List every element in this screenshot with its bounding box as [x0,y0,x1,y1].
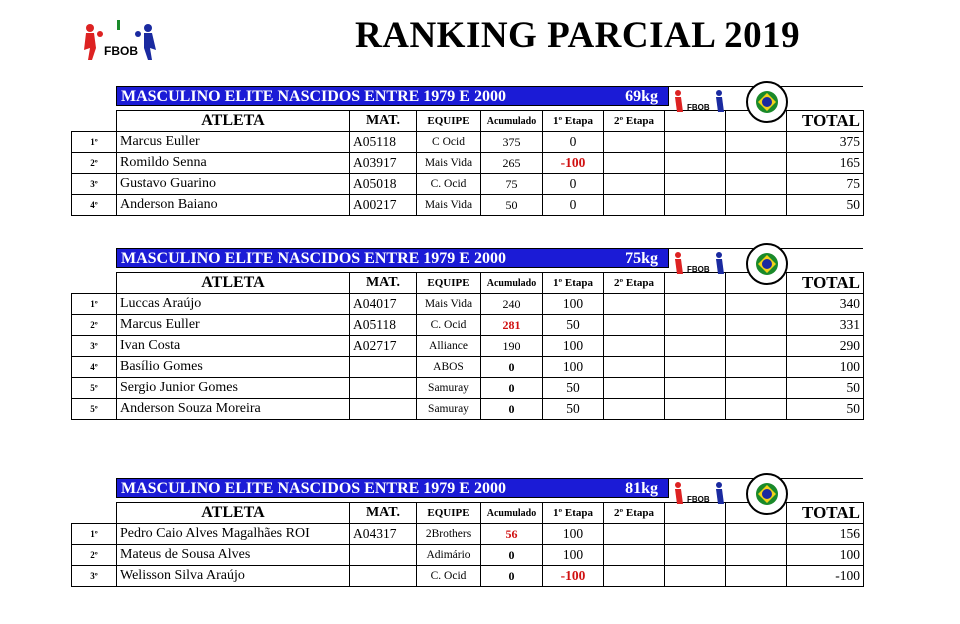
page-title: RANKING PARCIAL 2019 [355,15,801,56]
registration-number: A05118 [350,132,417,153]
header-team: EQUIPE [417,111,481,132]
rank-position: 1º [72,294,117,315]
stage2-points [604,357,665,378]
category-banner-bar [116,248,669,268]
table-row [72,378,864,399]
table-row [72,357,864,378]
ranking-section-81kg [71,476,863,587]
registration-number [350,566,417,587]
total-points: 165 [787,153,864,174]
fbob-small-icon [669,84,729,124]
empty-cell [665,357,726,378]
stage1-points: 0 [543,132,604,153]
empty-cell [726,153,787,174]
rank-position: 2º [72,153,117,174]
table-row [72,153,864,174]
header-logos [669,472,799,516]
total-points: 340 [787,294,864,315]
category-banner [71,84,863,110]
empty-cell [726,545,787,566]
category-title: MASCULINO ELITE NASCIDOS ENTRE 1979 E 2000 [121,88,506,105]
stage2-points [604,545,665,566]
team-name: C. Ocid [417,174,481,195]
registration-number: A05018 [350,174,417,195]
rank-position: 1º [72,132,117,153]
stage2-points [604,294,665,315]
header-athlete: ATLETA [117,111,350,132]
header-logos [669,80,799,124]
team-name: 2Brothers [417,524,481,545]
rank-position: 3º [72,566,117,587]
stage2-points [604,153,665,174]
team-name: Alliance [417,336,481,357]
ranking-section-69kg [71,84,863,216]
category-title: MASCULINO ELITE NASCIDOS ENTRE 1979 E 2000 [121,480,506,497]
header-mat: MAT. [350,273,417,294]
empty-cell [726,524,787,545]
athlete-name: Marcus Euller [117,132,350,153]
category-banner-bar [116,86,669,106]
ranking-table [71,110,864,216]
table-row [72,545,864,566]
stage1-points: 100 [543,524,604,545]
category-banner-bar [116,478,669,498]
registration-number: A04317 [350,524,417,545]
accumulated-points: 0 [481,545,543,566]
team-name: C. Ocid [417,566,481,587]
athlete-name: Mateus de Sousa Alves [117,545,350,566]
stage1-points: -100 [543,153,604,174]
header-accumulated: Acumulado [481,111,543,132]
stage2-points [604,566,665,587]
total-points: 290 [787,336,864,357]
accumulated-points: 0 [481,378,543,399]
total-points: 331 [787,315,864,336]
table-row [72,294,864,315]
header-team: EQUIPE [417,503,481,524]
registration-number: A00217 [350,195,417,216]
empty-cell [726,195,787,216]
empty-cell [665,378,726,399]
header-accumulated: Acumulado [481,273,543,294]
header-stage1: 1º Etapa [543,503,604,524]
header-logos [669,242,799,286]
empty-cell [726,132,787,153]
svg-text:FBOB: FBOB [687,103,710,112]
athlete-name: Gustavo Guarino [117,174,350,195]
athlete-name: Anderson Baiano [117,195,350,216]
table-row [72,399,864,420]
empty-cell [726,378,787,399]
stage2-points [604,315,665,336]
athlete-name: Romildo Senna [117,153,350,174]
registration-number [350,545,417,566]
stage2-points [604,195,665,216]
accumulated-points: 281 [481,315,543,336]
rank-position: 4º [72,357,117,378]
accumulated-points: 0 [481,566,543,587]
empty-cell [665,132,726,153]
header-stage1: 1º Etapa [543,273,604,294]
accumulated-points: 0 [481,399,543,420]
team-name: ABOS [417,357,481,378]
table-row [72,336,864,357]
weight-class: 75kg [625,250,658,267]
category-title: MASCULINO ELITE NASCIDOS ENTRE 1979 E 2000 [121,250,506,267]
empty-cell [665,153,726,174]
empty-cell [726,174,787,195]
table-row [72,566,864,587]
athlete-name: Basílio Gomes [117,357,350,378]
athlete-name: Sergio Junior Gomes [117,378,350,399]
cbboxe-seal-icon [739,242,795,286]
total-points: 100 [787,357,864,378]
ranking-table [71,272,864,420]
empty-cell [665,174,726,195]
rank-position: 3º [72,336,117,357]
total-points: -100 [787,566,864,587]
team-name: Adimário [417,545,481,566]
athlete-name: Anderson Souza Moreira [117,399,350,420]
rank-position: 4º [72,195,117,216]
rank-position: 5º [72,399,117,420]
team-name: C Ocid [417,132,481,153]
stage2-points [604,524,665,545]
table-row [72,132,864,153]
fbob-logo-text: FBOB [104,44,138,58]
total-points: 156 [787,524,864,545]
team-name: Samuray [417,399,481,420]
stage1-points: 0 [543,174,604,195]
rank-position: 3º [72,174,117,195]
empty-cell [726,315,787,336]
empty-cell [665,566,726,587]
stage1-points: 50 [543,315,604,336]
stage1-points: 100 [543,294,604,315]
fbob-small-icon [669,476,729,516]
empty-cell [665,315,726,336]
empty-cell [665,294,726,315]
registration-number: A02717 [350,336,417,357]
rank-position: 2º [72,545,117,566]
stage1-points: 100 [543,545,604,566]
registration-number: A04017 [350,294,417,315]
stage1-points: 50 [543,399,604,420]
athlete-name: Pedro Caio Alves Magalhães ROI [117,524,350,545]
accumulated-points: 50 [481,195,543,216]
empty-cell [665,524,726,545]
header-team: EQUIPE [417,273,481,294]
stage1-points: 0 [543,195,604,216]
table-row [72,524,864,545]
fbob-logo [76,18,166,68]
stage1-points: 50 [543,378,604,399]
ranking-section-75kg [71,246,863,420]
svg-text:FBOB: FBOB [687,495,710,504]
stage2-points [604,399,665,420]
fbob-small-icon [669,246,729,286]
empty-cell [665,195,726,216]
empty-cell [665,545,726,566]
total-points: 50 [787,195,864,216]
category-banner [71,476,863,502]
header-athlete: ATLETA [117,503,350,524]
table-row [72,315,864,336]
table-row [72,174,864,195]
accumulated-points: 375 [481,132,543,153]
athlete-name: Luccas Araújo [117,294,350,315]
empty-cell [665,399,726,420]
header-accumulated: Acumulado [481,503,543,524]
svg-text:FBOB: FBOB [687,265,710,274]
header-stage2: 2º Etapa [604,273,665,294]
accumulated-points: 240 [481,294,543,315]
boxers-icon [76,18,166,68]
stage1-points: 100 [543,357,604,378]
team-name: Mais Vida [417,294,481,315]
team-name: C. Ocid [417,315,481,336]
weight-class: 81kg [625,480,658,497]
header-total: TOTAL [787,503,864,524]
stage2-points [604,174,665,195]
total-points: 375 [787,132,864,153]
registration-number [350,378,417,399]
header-stage1: 1º Etapa [543,111,604,132]
empty-cell [726,566,787,587]
total-points: 100 [787,545,864,566]
athlete-name: Marcus Euller [117,315,350,336]
empty-cell [726,399,787,420]
empty-cell [726,336,787,357]
registration-number [350,357,417,378]
header-athlete: ATLETA [117,273,350,294]
registration-number [350,399,417,420]
stage1-points: 100 [543,336,604,357]
registration-number: A05118 [350,315,417,336]
rank-position: 1º [72,524,117,545]
accumulated-points: 265 [481,153,543,174]
header-mat: MAT. [350,111,417,132]
total-points: 50 [787,378,864,399]
table-row [72,195,864,216]
accumulated-points: 75 [481,174,543,195]
header-stage2: 2º Etapa [604,111,665,132]
cbboxe-seal-icon [739,472,795,516]
team-name: Samuray [417,378,481,399]
rank-position: 2º [72,315,117,336]
rank-position: 5º [72,378,117,399]
accumulated-points: 56 [481,524,543,545]
stage2-points [604,378,665,399]
athlete-name: Welisson Silva Araújo [117,566,350,587]
accumulated-points: 0 [481,357,543,378]
weight-class: 69kg [625,88,658,105]
header-total: TOTAL [787,111,864,132]
header-total: TOTAL [787,273,864,294]
empty-cell [726,294,787,315]
total-points: 50 [787,399,864,420]
stage1-points: -100 [543,566,604,587]
accumulated-points: 190 [481,336,543,357]
team-name: Mais Vida [417,195,481,216]
header-stage2: 2º Etapa [604,503,665,524]
cbboxe-seal-icon [739,80,795,124]
team-name: Mais Vida [417,153,481,174]
total-points: 75 [787,174,864,195]
empty-cell [726,357,787,378]
athlete-name: Ivan Costa [117,336,350,357]
category-banner [71,246,863,272]
registration-number: A03917 [350,153,417,174]
stage2-points [604,336,665,357]
header-mat: MAT. [350,503,417,524]
stage2-points [604,132,665,153]
empty-cell [665,336,726,357]
